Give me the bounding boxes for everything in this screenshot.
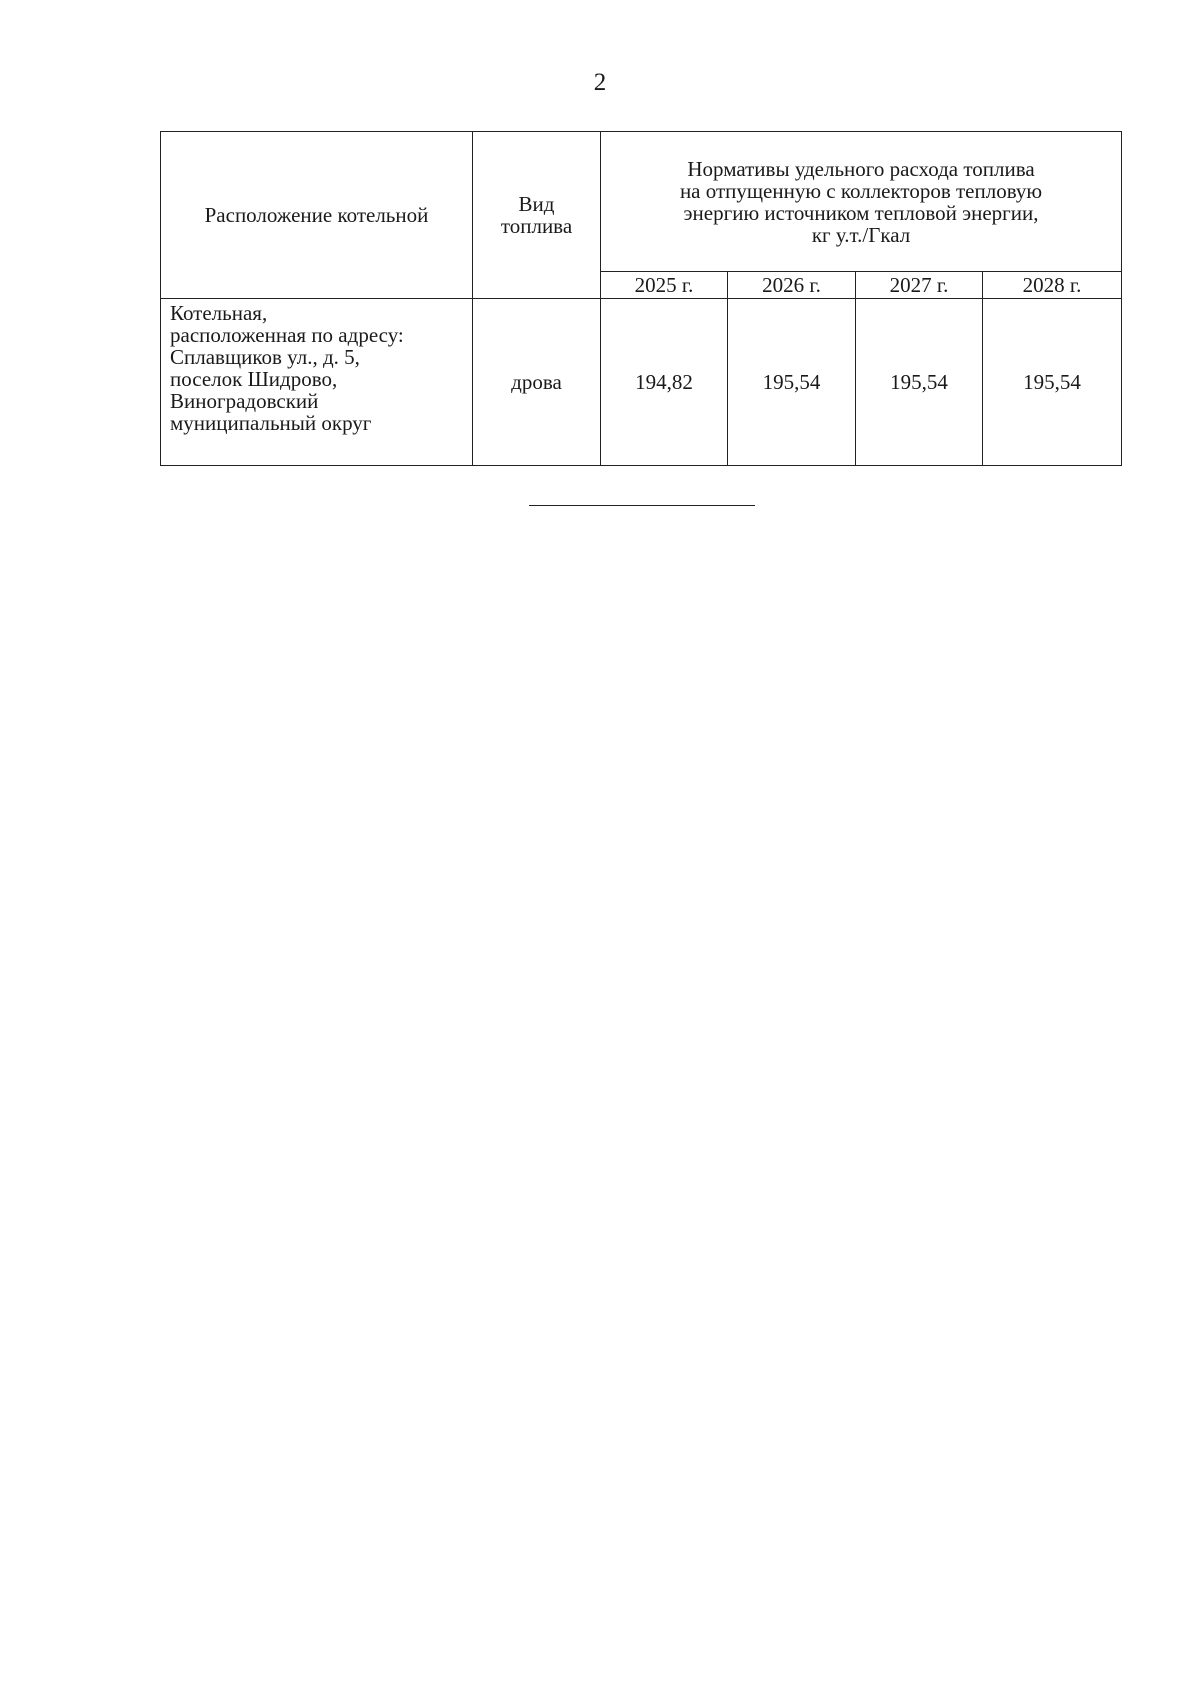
row-location-line: Виноградовский [170,389,319,413]
row-value-2025: 194,82 [601,299,728,466]
header-fuel-type-line: Вид [518,192,555,216]
header-norms-line: энергию источником тепловой энергии, [683,200,1039,225]
header-norms-line: на отпущенную с коллекторов тепловую [679,178,1043,203]
header-norms-line: кг у.т./Гкал [811,222,911,247]
header-year-2026: 2026 г. [728,272,856,299]
header-year-2028: 2028 г. [983,272,1122,299]
header-fuel-type [473,132,601,299]
fuel-norms-table [160,131,1122,466]
row-location-line: Сплавщиков ул., д. 5, [170,345,360,369]
row-value-2027: 195,54 [856,299,983,466]
row-location-line: поселок Шидрово, [170,367,338,391]
row-value-2026: 195,54 [728,299,856,466]
row-value-2028: 195,54 [983,299,1122,466]
header-year-2025: 2025 г. [601,272,728,299]
header-location: Расположение котельной [161,132,473,299]
row-location [161,299,473,466]
header-year-2027: 2027 г. [856,272,983,299]
header-norms-line: Нормативы удельного расхода топлива [687,156,1035,181]
row-location-line: расположенная по адресу: [170,323,404,347]
row-location-line: муниципальный округ [170,411,372,435]
table-row [161,299,1122,466]
end-separator-line [529,505,755,506]
row-location-line: Котельная, [170,301,268,325]
header-norms [601,132,1122,272]
header-fuel-type-line: топлива [500,214,573,238]
page-number: 2 [593,69,607,96]
row-fuel: дрова [473,299,601,466]
